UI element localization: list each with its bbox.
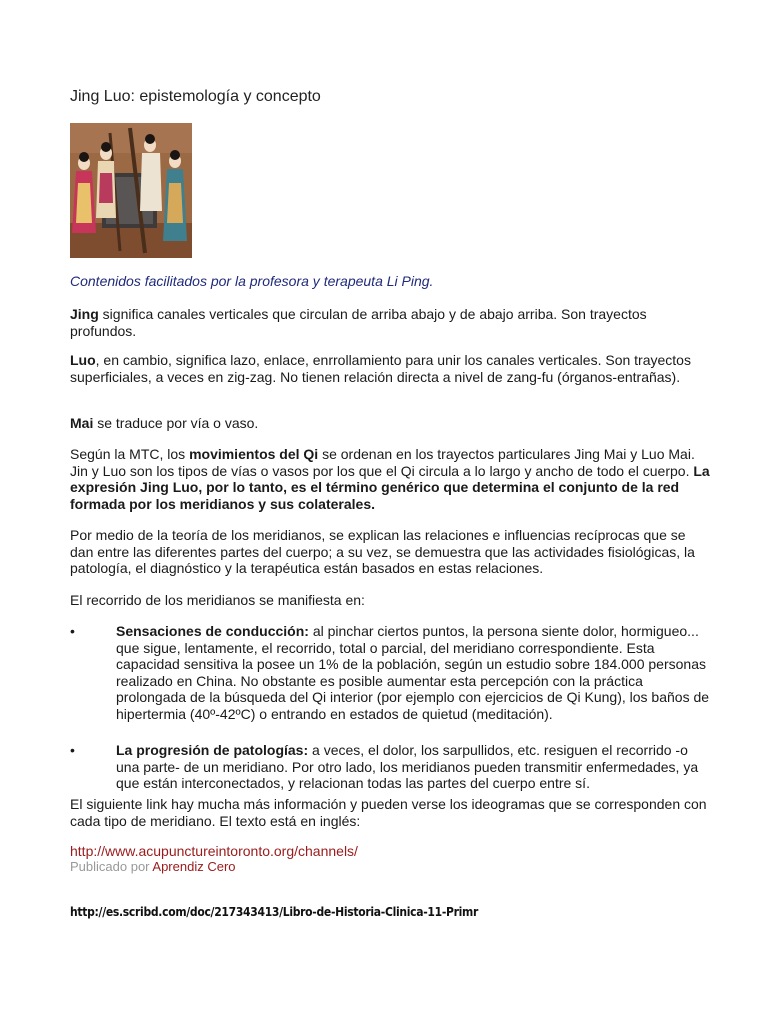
paragraph-mai xyxy=(70,415,710,432)
bullet-icon: • xyxy=(70,742,75,758)
page-title: Jing Luo: epistemología y concepto xyxy=(70,88,321,105)
bullet-text xyxy=(70,623,710,722)
bullet-term: Sensaciones de conducción: xyxy=(116,623,309,639)
court-ladies-painting-image xyxy=(70,123,192,258)
painting-illustration xyxy=(70,123,192,258)
paragraph-jing xyxy=(70,306,710,339)
content-credit: Contenidos facilitados por la profesora y terapeuta Li Ping. xyxy=(70,273,434,289)
paragraph-recorrido: El recorrido de los meridianos se manifiesta en: xyxy=(70,592,365,608)
bullet-icon: • xyxy=(70,623,75,639)
paragraph-mtc-a: Según la MTC, los xyxy=(70,446,190,462)
bullet-text xyxy=(70,742,710,792)
paragraph-mtc xyxy=(70,446,710,512)
term-movimientos-qi: movimientos del Qi xyxy=(189,446,319,462)
term-luo: Luo xyxy=(70,352,96,368)
bullet-body: al pinchar ciertos puntos, la persona siente dolor, hormigueo... que sigue, lentamente, el recorrido, total o parcial, del meridiano correspondiente. Esta capacidad sensitiva la posee un 1% de la población, según un estudio sobre 184.000 personas realizado en China. No obstante es posible aumentar esta percepción con la práctica prolongada de la búsqueda del Qi interior (por ejemplo con ejercicios de Qi Kung), los baños de hipertermia (40º-42ºC) o entrando en estados de quietud (meditación). xyxy=(116,623,710,722)
list-item xyxy=(70,623,710,722)
paragraph-teoria: Por medio de la teoría de los meridianos, se explican las relaciones e influencias recíprocas que se dan entre las diferentes partes del cuerpo; a su vez, se demuestra que las actividades fisiológicas, la patología, el diagnóstico y la terapéutica están basados en estas relaciones. xyxy=(70,527,695,576)
published-by-label: Publicado por xyxy=(70,859,150,874)
paragraph-luo-text: , en cambio, significa lazo, enlace, enrrollamiento para unir los canales verticales. Son trayectos superficiales, a veces en zig-zag. No tienen relación directa a nivel de zang-fu (órganos-entrañas). xyxy=(70,352,691,385)
term-mai: Mai xyxy=(70,415,94,431)
paragraph-mai-text: se traduce por vía o vaso. xyxy=(93,415,259,431)
paragraph-jing-text: significa canales verticales que circulan de arriba abajo y de abajo arriba. Son trayectos profundos. xyxy=(70,306,647,339)
link-paragraph xyxy=(70,843,710,860)
paragraph-mtc-c: se ordenan en los trayectos particulares Jing Mai y Luo Mai. Jin y Luo son los tipos de vías o vasos por los que el Qi circula a lo largo y ancho de todo el cuerpo. xyxy=(70,446,695,479)
footer-url: http://es.scribd.com/doc/217343413/Libro-de-Historia-Clinica-11-Primr xyxy=(70,905,479,919)
term-jing: Jing xyxy=(70,306,99,322)
published-by xyxy=(70,859,236,874)
paragraph-link-intro: El siguiente link hay mucha más información y pueden verse los ideogramas que se corresponden con cada tipo de meridiano. El texto está en inglés: xyxy=(70,796,707,829)
channels-link[interactable]: http://www.acupunctureintoronto.org/channels/ xyxy=(70,843,358,859)
paragraph-luo xyxy=(70,352,710,385)
author-link[interactable]: Aprendiz Cero xyxy=(152,859,236,874)
list-item xyxy=(70,742,710,792)
bullet-body: a veces, el dolor, los sarpullidos, etc. resiguen el recorrido -o una parte- de un meridiano. Por otro lado, los meridianos pueden transmitir enfermedades, ya que están interconectados, y relacionan todas las partes del cuerpo entre sí. xyxy=(116,742,699,791)
term-jing-luo-definition: La expresión Jing Luo, por lo tanto, es el término genérico que determina el conjunto de la red formada por los meridianos y sus colaterales. xyxy=(70,462,710,512)
bullet-term: La progresión de patologías: xyxy=(116,742,309,758)
